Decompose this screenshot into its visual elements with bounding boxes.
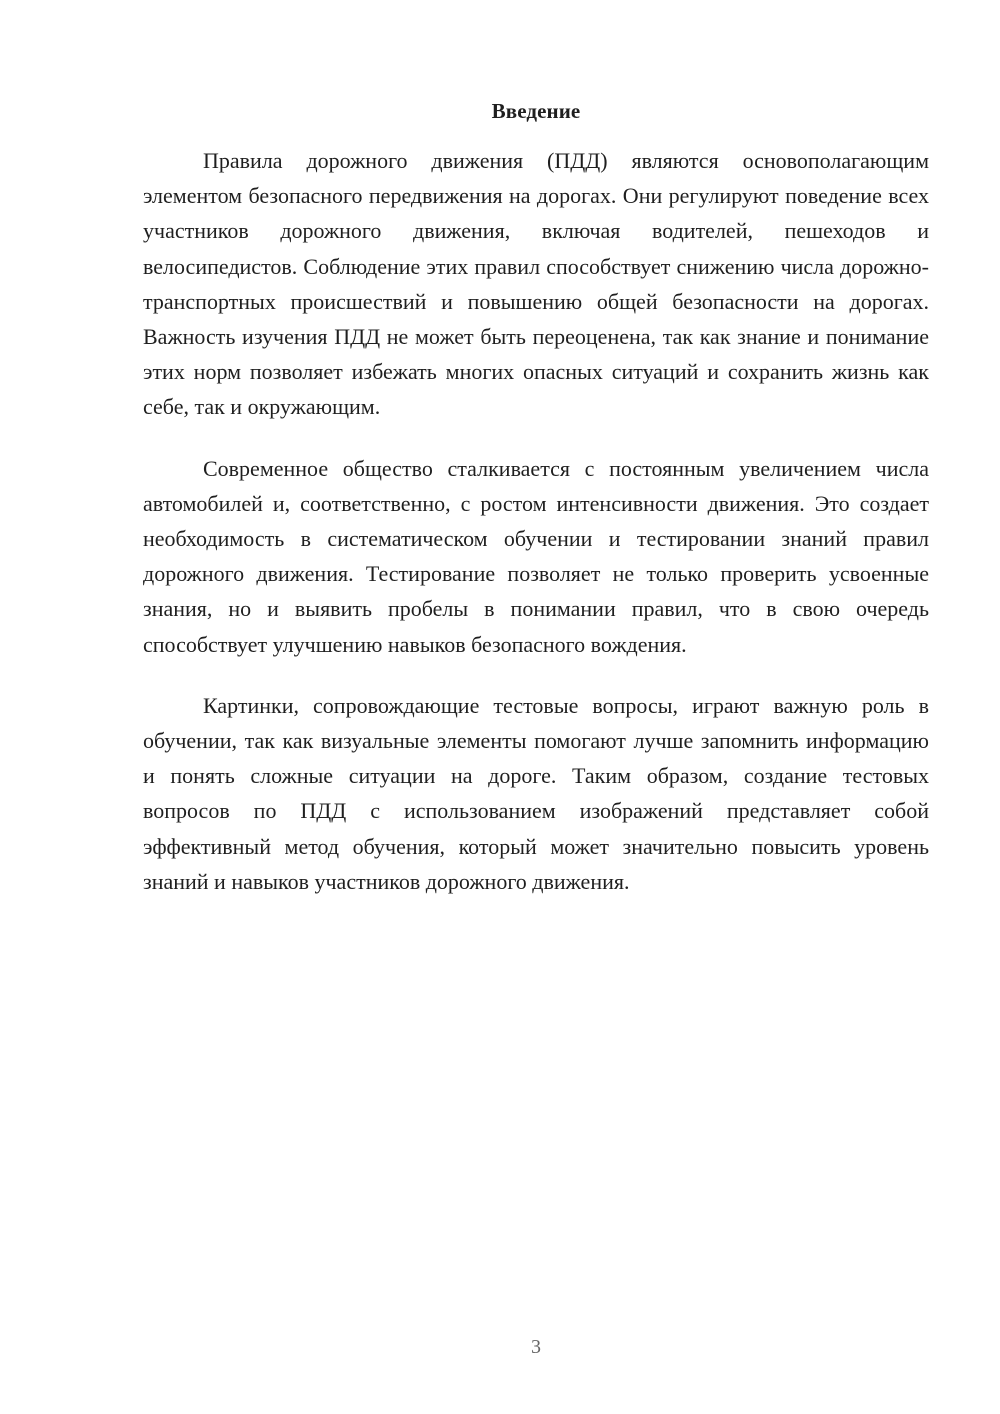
page-number: 3 [531, 1336, 541, 1358]
document-title: Введение [491, 99, 581, 123]
intro-paragraph-3: Картинки, сопровождающие тестовые вопросы, играют важную роль в обучении, так как визуальные элементы помогают лучше запомнить информацию и понять сложные ситуации на дороге. Таким образом, создание тестовых вопросов по ПДД с использованием изображений представляет собой эффективный метод обучения, который может значительно повысить уровень знаний и навыков участников дорожного движения. [143, 692, 929, 894]
intro-paragraph-1: Правила дорожного движения (ПДД) являются основополагающим элементом безопасного передвижения на дорогах. Они регулируют поведение всех участников дорожного движения, включая водителей, пешеходов и велосипедистов. Соблюдение этих правил способствует снижению числа дорожно-транспортных происшествий и повышению общей безопасности на дорогах. Важность изучения ПДД не может быть переоценена, так как знание и понимание этих норм позволяет избежать многих опасных ситуаций и сохранить жизнь как себе, так и окружающим. [143, 148, 929, 420]
document-content [143, 95, 929, 899]
intro-paragraph-2: Современное общество сталкивается с постоянным увеличением числа автомобилей и, соответственно, с ростом интенсивности движения. Это создает необходимость в систематическом обучении и тестировании знаний правил дорожного движения. Тестирование позволяет не только проверить усвоенные знания, но и выявить пробелы в понимании правил, что в свою очередь способствует улучшению навыков безопасного вождения. [143, 455, 929, 657]
